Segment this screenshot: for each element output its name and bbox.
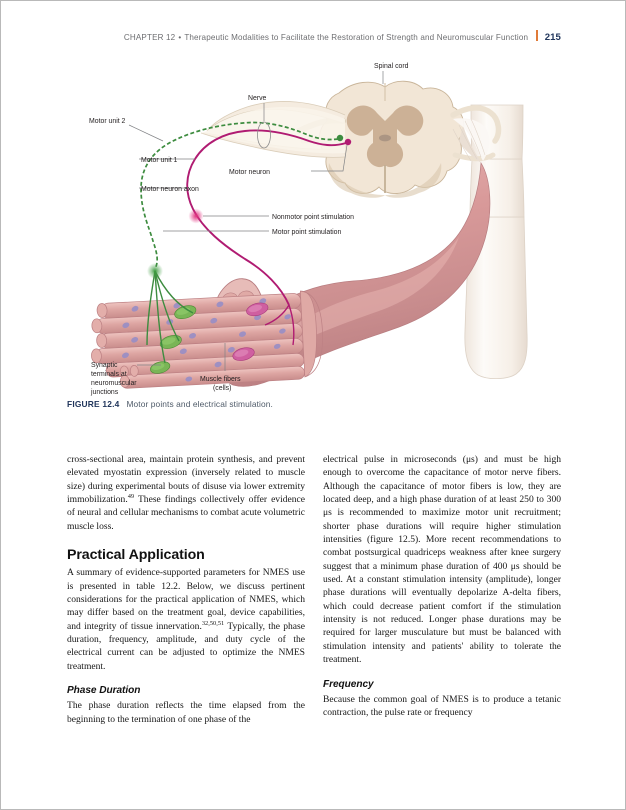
- label-synaptic-terminals-line3: neuromuscular: [91, 380, 137, 387]
- page-number-divider: [536, 30, 538, 41]
- paragraph-phase-duration: The phase duration reflects the time elapsed from the beginning to the termination of one phase of the: [67, 700, 305, 725]
- paragraph-summary-parameters: [67, 566, 305, 673]
- heading-phase-duration: Phase Duration: [67, 685, 141, 697]
- nonmotor-point-stimulation-dot: [189, 209, 204, 224]
- figure-caption-number: FIGURE 12.4: [67, 399, 120, 409]
- label-motor-unit-1: Motor unit 1: [141, 157, 178, 164]
- nerve-sheath: [201, 101, 345, 157]
- body-column-right: [323, 453, 561, 719]
- citation-superscript: 32,50,51: [201, 619, 225, 627]
- running-head-chapter: CHAPTER 12: [123, 33, 176, 42]
- label-motor-neuron: Motor neuron: [229, 169, 270, 176]
- paragraph-electrical-pulse: electrical pulse in microseconds (μs) and must be high enough to overcome the capacitance of motor nerve fibers. Although the capacitance of motor fibers is low, they are located deep, and a high phase duration of at least 250 to 300 μs is recommended to maximize motor unit recruitment; shorter phase durations will require higher stimulation intensities (figure 12.5). More recent recommendations to combat postsurgical quadriceps weakness after knee surgery suggest that a minimum phase duration of 400 μs should be used. At a constant stimulation intensity (amplitude), longer phase durations will eventually depolarize A-delta fibers, which could decrease patient comfort if the stimulation intensity is not reduced. Longer phase durations may be required for larger musculature but must be balanced with stimulation intensity and patients' ability to tolerate the treatment.: [323, 454, 561, 666]
- para-text: cross-sectional area, maintain protein synthesis, and prevent elevated myostatin expression (inversely related to muscle size) during experimental bouts of disuse via lower extremity immobilization.: [67, 454, 305, 506]
- running-head-title: Therapeutic Modalities to Facilitate the Restoration of Strength and Neuromuscular Function: [184, 33, 529, 42]
- label-muscle-fibers-line2: (cells): [213, 385, 232, 392]
- paragraph-cross-sectional-area: [67, 453, 305, 533]
- body-column-left: [67, 453, 305, 726]
- figure-12-4-illustration: [67, 59, 561, 396]
- label-motor-unit-2: Motor unit 2: [89, 118, 126, 125]
- label-muscle-fibers-line1: Muscle fibers: [200, 376, 241, 383]
- motor-point-stimulation-dot: [147, 263, 163, 279]
- running-head: [67, 29, 561, 45]
- heading-frequency: Frequency: [323, 678, 374, 690]
- label-motor-neuron-axon: Motor neuron axon: [141, 186, 199, 193]
- label-motor-point-stimulation: Motor point stimulation: [272, 229, 342, 236]
- page-number: 215: [544, 32, 561, 43]
- figure-svg: [67, 59, 561, 396]
- para-text-cont: These findings collectively offer evidence of neural and cellular mechanisms to combat acute volumetric muscle loss.: [67, 494, 305, 532]
- heading-practical-application: Practical Application: [67, 547, 205, 564]
- paragraph-frequency: Because the common goal of NMES is to produce a tetanic contraction, the pulse rate or frequency: [323, 693, 561, 718]
- para-text-cont: Typically, the phase duration, frequency, amplitude, and duty cycle of the electrical current can be adjusted to optimize the NMES treatment.: [67, 620, 305, 672]
- para-text: A summary of evidence-supported parameters for NMES use is presented in table 12.2. Below, we discuss pertinent considerations for the practical application of NMES, which may differ based on the treatment goal, device capabilities, and integrity of tissue innervation.: [67, 567, 305, 632]
- label-synaptic-terminals-line4: junctions: [91, 389, 119, 396]
- label-synaptic-terminals-line2: terminals at: [91, 371, 127, 378]
- running-head-bullet: •: [178, 33, 182, 42]
- label-synaptic-terminals-line1: Synaptic: [91, 362, 118, 369]
- label-spinal-cord: Spinal cord: [374, 63, 409, 70]
- label-nerve: Nerve: [248, 95, 267, 102]
- label-nonmotor-point-stimulation: Nonmotor point stimulation: [272, 214, 354, 221]
- figure-caption-text: Motor points and electrical stimulation.: [126, 399, 273, 409]
- figure-caption: [67, 399, 367, 409]
- citation-superscript: 49: [127, 492, 135, 500]
